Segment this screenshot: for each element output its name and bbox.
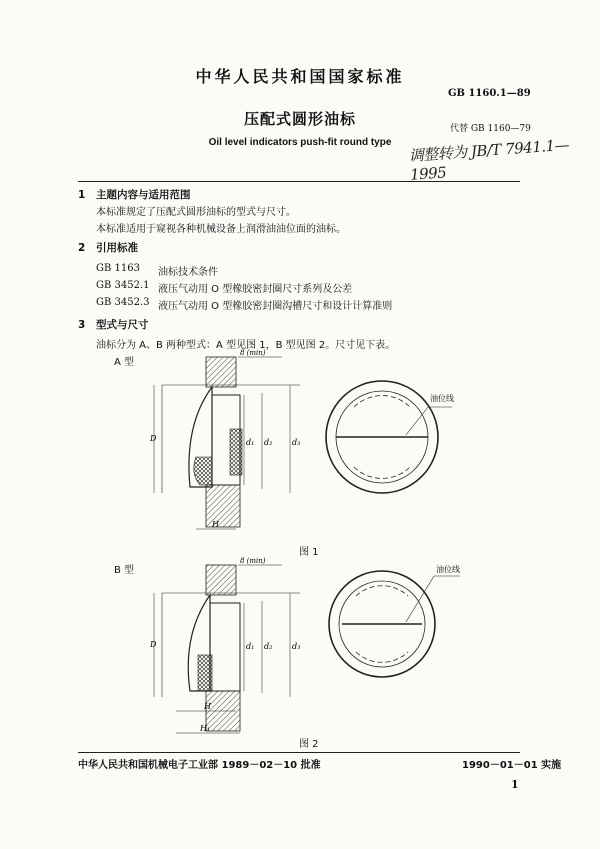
- standard-code: GB 1160.1—89: [448, 88, 531, 99]
- section-1-paragraph-2: 本标准适用于窥视各种机械设备上润滑油油位面的油标。: [96, 224, 346, 235]
- fig2-dim-top: 8 (min): [240, 557, 266, 565]
- approval-line: 中华人民共和国机械电子工业部 1989－02－10 批准: [78, 760, 321, 771]
- ref-code-3: GB 3452.3: [96, 297, 150, 308]
- figure-1-front-view: [322, 367, 472, 507]
- section-3-number: 3: [78, 319, 86, 331]
- section-3-title: 型式与尺寸: [96, 319, 149, 331]
- section-1-paragraph-1: 本标准规定了压配式圆形油标的型式与尺寸。: [96, 207, 296, 218]
- handwritten-note: 调整转为 JB/T 7941.1—1995: [408, 135, 570, 184]
- section-2-heading: [78, 240, 138, 255]
- fig2-dim-d1: d₁: [246, 642, 255, 651]
- figure-2-section-drawing: [150, 555, 300, 740]
- replaces-standard: 代替 GB 1160—79: [450, 124, 531, 134]
- figure-2-front-view: [322, 560, 472, 690]
- section-1-number: 1: [78, 189, 86, 201]
- fig2-dim-H: H: [204, 702, 211, 711]
- ref-code-2: GB 3452.1: [96, 280, 150, 291]
- fig2-dim-d3: d₃: [292, 642, 300, 651]
- section-1-title: 主题内容与适用范围: [96, 189, 191, 201]
- section-3-heading: [78, 317, 149, 332]
- section-1-heading: [78, 187, 191, 202]
- ref-text-1: 油标技术条件: [158, 267, 218, 278]
- fig1-dim-d1: d₁: [246, 438, 255, 447]
- figure-1-type-label: A 型: [114, 357, 135, 368]
- document-title-cn: 压配式圆形油标: [243, 110, 356, 128]
- page-number: 1: [511, 778, 519, 791]
- footer-rule: [78, 752, 520, 753]
- fig1-dim-top: 8 (min): [240, 349, 266, 357]
- figure-1-section-drawing: [150, 345, 300, 535]
- figure-2-type-label: B 型: [114, 565, 135, 576]
- section-2-title: 引用标准: [96, 242, 138, 254]
- figure-1-caption: 图 1: [299, 547, 319, 558]
- implementation-date: 1990－01－01 实施: [462, 760, 562, 771]
- header-rule: [78, 181, 520, 182]
- fig1-dim-D: D: [150, 434, 157, 443]
- ref-text-2: 液压气动用 O 型橡胶密封圈尺寸系列及公差: [158, 284, 353, 295]
- figure-2-caption: 图 2: [299, 739, 319, 750]
- section-2-number: 2: [78, 242, 86, 254]
- fig1-oil-line-label: 油位线: [430, 394, 454, 403]
- document-title-en: Oil level indicators push-fit round type: [208, 137, 392, 148]
- fig2-dim-D: D: [150, 640, 157, 649]
- fig1-dim-d3: d₃: [292, 438, 300, 447]
- fig2-oil-line-label: 油位线: [436, 565, 460, 574]
- fig1-dim-H: H: [212, 520, 219, 529]
- fig2-dim-d2: d₂: [264, 642, 273, 651]
- fig1-dim-d2: d₂: [264, 438, 273, 447]
- section-3-intro: 油标分为 A、B 两种型式：A 型见图 1，B 型见图 2。尺寸见下表。: [96, 340, 396, 351]
- ref-code-1: GB 1163: [96, 263, 140, 274]
- issuing-organization: 中华人民共和国国家标准: [195, 67, 405, 86]
- ref-text-3: 液压气动用 O 型橡胶密封圈沟槽尺寸和设计计算准则: [158, 301, 393, 312]
- fig2-dim-H1: H₁: [200, 724, 211, 733]
